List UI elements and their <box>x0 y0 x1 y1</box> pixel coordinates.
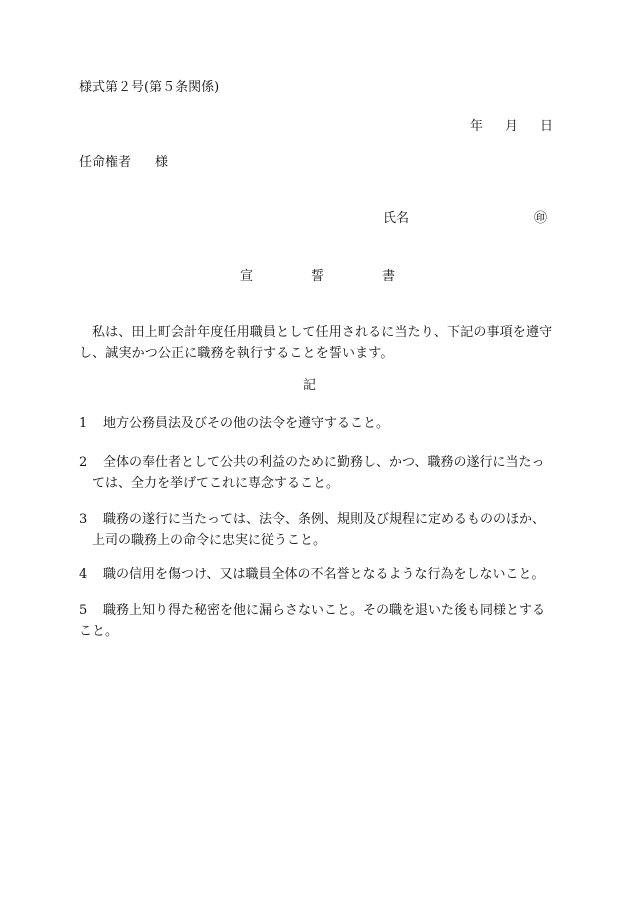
list-item <box>79 413 554 434</box>
title-char-2: 誓 <box>311 269 325 284</box>
form-label: 様式第２号(第５条関係) <box>79 80 220 95</box>
item-text: 職務上知り得た秘密を他に漏らさないこと。その職を退いた後も同様とすること。 <box>79 603 546 639</box>
addressee-honorific: 様 <box>155 155 169 170</box>
item-number: 5 <box>79 603 88 618</box>
date-day: 日 <box>540 119 554 134</box>
title-char-1: 宣 <box>240 269 254 284</box>
item-number: 3 <box>79 512 88 527</box>
addressee-title: 任命権者 <box>79 155 132 170</box>
addressee <box>79 154 168 172</box>
name-label: 氏名 <box>383 211 410 226</box>
document-title <box>240 268 395 286</box>
item-number: 1 <box>79 416 88 431</box>
list-item <box>79 564 554 585</box>
item-number: 4 <box>79 567 88 582</box>
date-line <box>470 118 553 136</box>
item-number: 2 <box>79 455 88 470</box>
list-item <box>79 509 554 551</box>
item-text: 地方公務員法及びその他の法令を遵守すること。 <box>103 416 390 431</box>
date-month: 月 <box>505 119 519 134</box>
item-text: 職の信用を傷つけ、又は職員全体の不名誉となるような行為をしないこと。 <box>103 567 545 582</box>
date-year: 年 <box>470 119 484 134</box>
title-char-3: 書 <box>382 269 396 284</box>
item-text: 職務の遂行に当たっては、法令、条例、規則及び規程に定めるもののほか、上司の職務上の命令に忠実に従うこと。 <box>92 512 546 548</box>
ki-heading: 記 <box>303 378 317 393</box>
oath-body: 私は、田上町会計年度任用職員として任用されるに当たり、下記の事項を遵守し、誠実かつ公正に職務を執行することを誓います。 <box>79 325 553 361</box>
list-item <box>79 600 554 642</box>
seal-mark: ㊞ <box>534 211 548 226</box>
list-item <box>79 452 554 494</box>
item-text: 全体の奉仕者として公共の利益のために勤務し、かつ、職務の遂行に当たっては、全力を挙げてこれに専念すること。 <box>92 455 545 491</box>
